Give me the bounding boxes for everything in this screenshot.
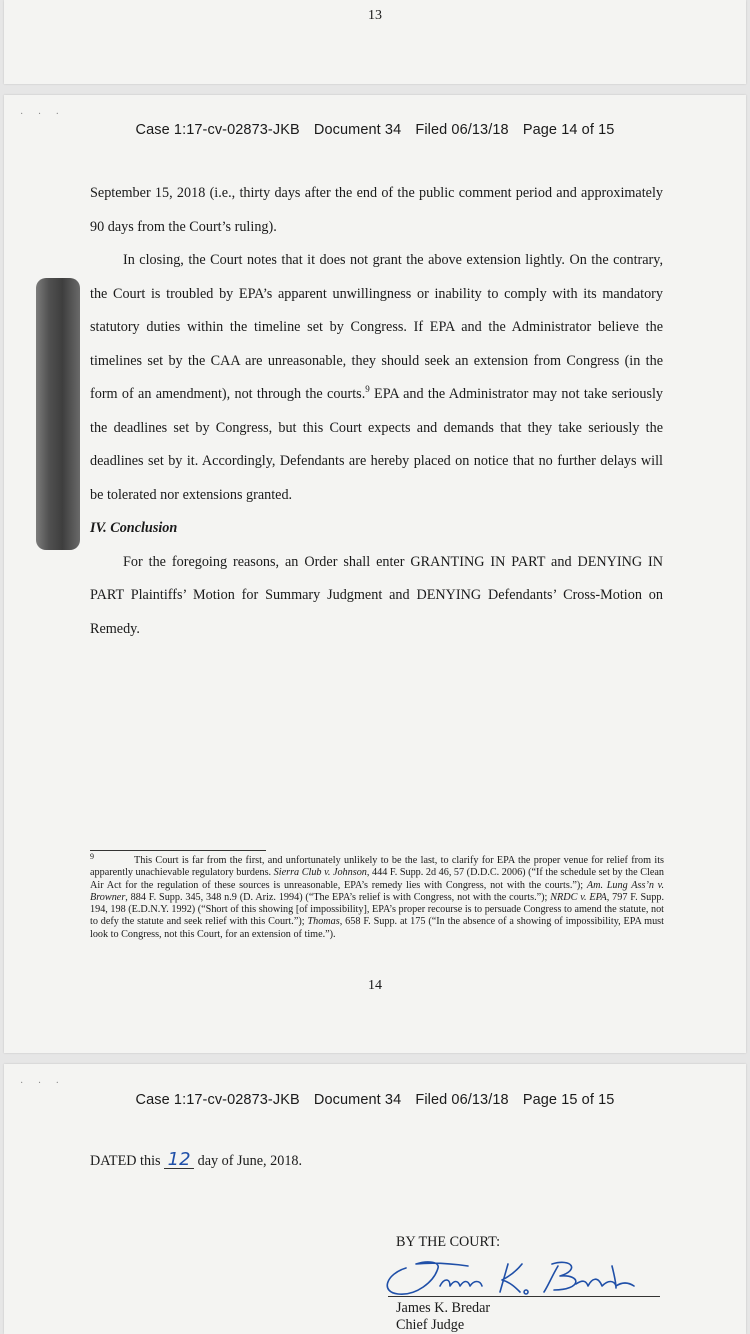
header-case-number: Case 1:17-cv-02873-JKB	[135, 1092, 300, 1108]
footnote-9: 9 This Court is far from the first, and unfortunately unlikely to be the last, to clarify for EPA the proper venue for relief from its apparently unachievable regulatory burdens. Sierra Club v. Johnson, 444 F. Supp. 2d 46, 57 (D.D.C. 2006) (“If the schedule set by the Clean Air Act for the regulation of these sources is unreasonable, EPA’s remedy lies with Congress, not with the courts.”); Am. Lung Ass’n v. Browner, 884 F. Supp. 345, 348 n.9 (D. Ariz. 1994) (“The EPA’s relief is with Congress, not with the courts.”); NRDC v. EPA, 797 F. Supp. 194, 198 (E.D.N.Y. 1992) (“Short of this showing [of impossibility], EPA’s proper recourse is to persuade Congress to amend the statute, not to defy the statute and seek relief with this Court.”); Thomas, 658 F. Supp. at 175 (“In the absence of a showing of impossibility, EPA must look to Congress, not this Court, for an extension of time.”).	[90, 852, 664, 940]
judge-signature	[376, 1246, 656, 1306]
by-the-court-label: BY THE COURT:	[396, 1234, 501, 1250]
judge-name: James K. Bredar	[396, 1300, 491, 1316]
redaction-bar	[36, 278, 80, 550]
scan-specks: · · ·	[20, 1078, 65, 1089]
opinion-body	[90, 177, 663, 646]
case-citation: NRDC v. EPA	[550, 891, 607, 903]
footnote-divider	[90, 850, 266, 851]
footnote-text: , 444 F. Supp. 2d 46, 57 (D.D.C. 2006) (“If the schedule set by the Clean Air Act for the regulation of these sources is unreasonable, EPA’s remedy lies with Congress, not with the courts.”);	[90, 867, 664, 891]
footnote-reference[interactable]: 9	[365, 384, 370, 394]
signature-line	[388, 1296, 660, 1297]
case-citation: Sierra Club v. Johnson	[273, 867, 367, 879]
judge-block	[396, 1300, 490, 1334]
page-14	[4, 95, 746, 1053]
case-citation: Am. Lung Ass’n v. Browner	[90, 879, 664, 903]
ecf-header	[4, 122, 746, 138]
paragraph-closing-text-1: In closing, the Court notes that it does not grant the above extension lightly. On the contrary, the Court is troubled by EPA’s apparent unwillingness or inability to comply with its mandatory statutory duties within the timeline set by Congress. If EPA and the Administrator believe the timelines set by the CAA are unreasonable, they should seek an extension from Congress (in the form of an amendment), not through the courts.	[90, 252, 663, 402]
header-document: Document 34	[313, 1092, 402, 1108]
case-citation: Thomas	[307, 916, 340, 928]
scan-specks: · · ·	[20, 109, 65, 120]
judge-title: Chief Judge	[396, 1317, 465, 1333]
page-15	[4, 1064, 746, 1334]
paragraph-deadline: September 15, 2018 (i.e., thirty days after the end of the public comment period and approximately 90 days from the Court’s ruling).	[90, 185, 663, 235]
dated-prefix: DATED this	[90, 1153, 165, 1169]
ecf-header	[4, 1092, 746, 1108]
header-filed-date: Filed 06/13/18	[415, 122, 509, 138]
dated-line	[90, 1149, 303, 1170]
paragraph-closing-text-2: EPA and the Administrator may not take seriously the deadlines set by Congress, but this Court expects and demands that they take seriously the deadlines set by it. Accordingly, Defendants are hereby placed on notice that no further delays will be tolerated nor extensions granted.	[90, 386, 664, 503]
handwritten-day: 12	[164, 1152, 194, 1169]
footnote-text: , 797 F. Supp. 194, 198 (E.D.N.Y. 1992) (“Short of this showing [of impossibility], EPA’s proper recourse is to persuade Congress to amend the statute, not to defy the statute and seek relief with this Court.”);	[90, 891, 664, 928]
header-filed-date: Filed 06/13/18	[415, 1092, 509, 1108]
paragraph-conclusion: For the foregoing reasons, an Order shall enter GRANTING IN PART and DENYING IN PART Plaintiffs’ Motion for Summary Judgment and DENYING Defendants’ Cross-Motion on Remedy.	[90, 553, 663, 637]
page-13	[4, 0, 746, 84]
footnote-text: , 658 F. Supp. at 175 (“In the absence of a showing of impossibility, EPA must look to Congress, not this Court, for an extension of time.”).	[90, 916, 664, 940]
footnote-text: This Court is far from the first, and unfortunately unlikely to be the last, to clarify for EPA the proper venue for relief from its apparently unachievable regulatory burdens.	[90, 855, 664, 879]
footnote-text: , 884 F. Supp. 345, 348 n.9 (D. Ariz. 1994) (“The EPA’s relief is with Congress, not with the courts.”);	[125, 891, 551, 903]
header-page-count: Page 14 of 15	[522, 122, 615, 138]
dated-suffix: day of June, 2018.	[194, 1153, 303, 1169]
header-document: Document 34	[313, 122, 402, 138]
header-case-number: Case 1:17-cv-02873-JKB	[135, 122, 300, 138]
section-heading-conclusion: IV. Conclusion	[90, 520, 178, 536]
paragraph-closing	[90, 244, 663, 512]
page-number: 13	[368, 8, 382, 23]
page-number: 14	[368, 978, 382, 993]
header-page-count: Page 15 of 15	[522, 1092, 615, 1108]
